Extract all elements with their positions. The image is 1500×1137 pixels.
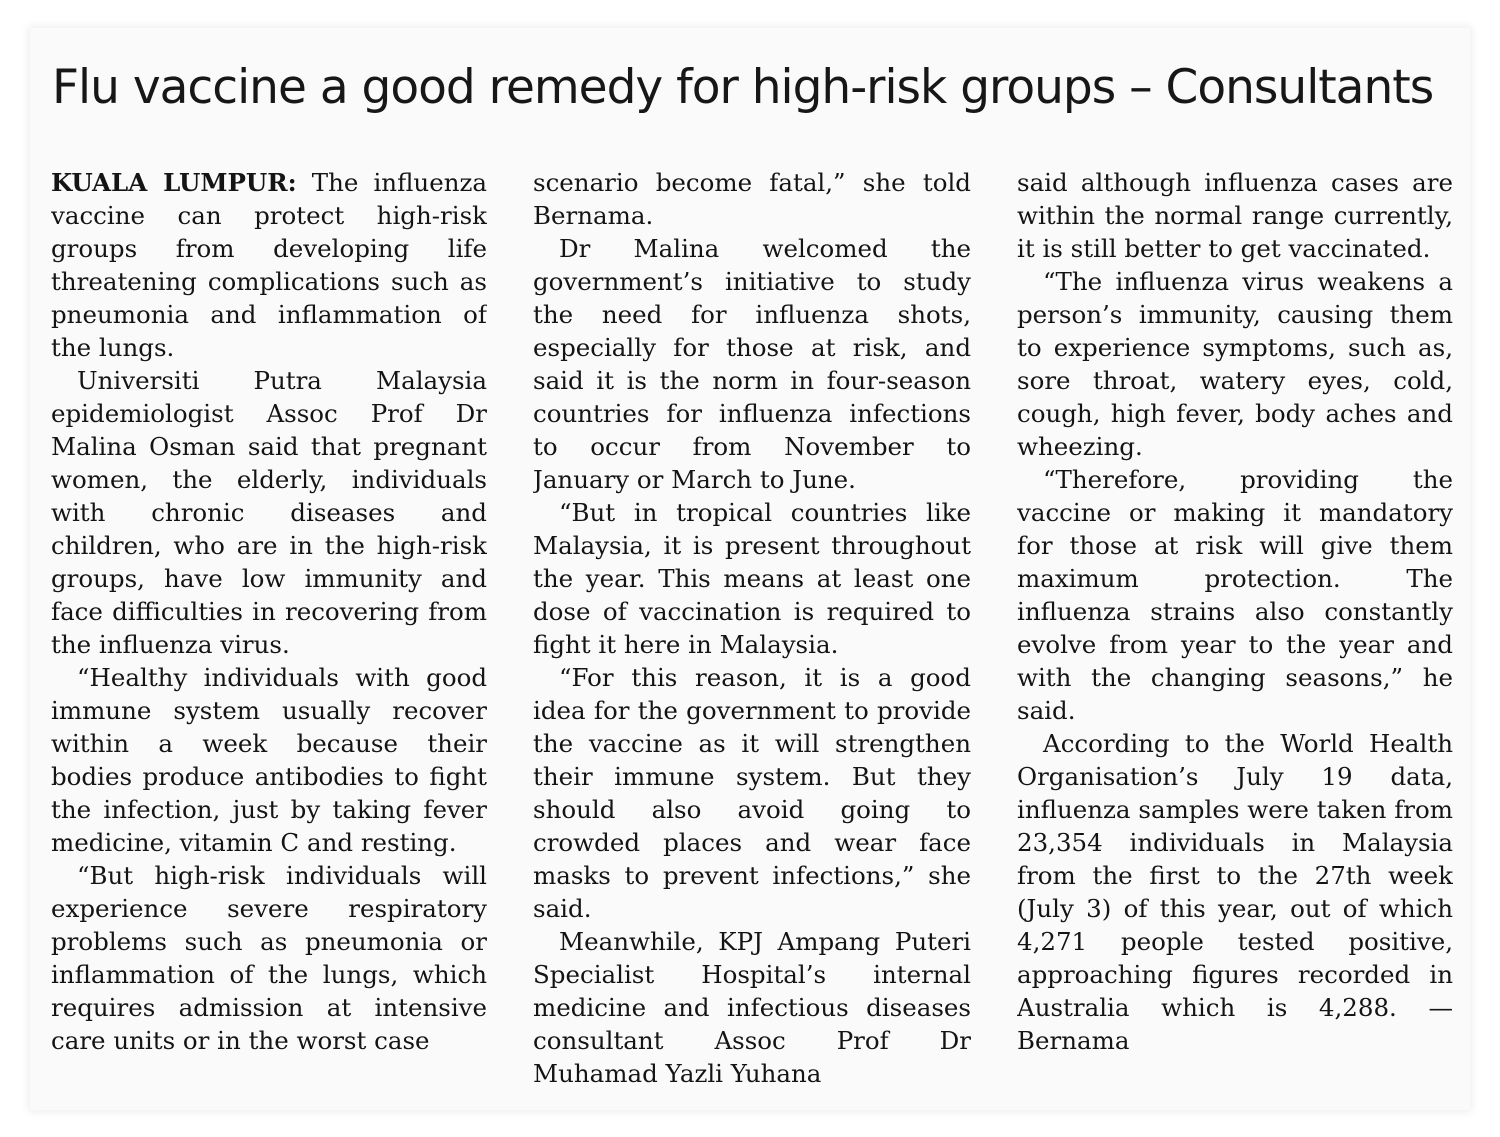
paragraph: According to the World Health Organisation’s July 19 data, influenza samples were taken from 23,354 individuals in Malaysia from the first to the 27th week (July 3) of this year, out of which 4,271 people tested positive, approaching figures recorded in Australia which is 4,288. — Bernama [1017, 729, 1453, 1055]
paragraph: Meanwhile, KPJ Ampang Puteri Specialist Hospital’s internal medicine and infectious diseases consultant Assoc Prof Dr Muhamad Yazli Yuhana [533, 927, 971, 1088]
paragraph: “Therefore, providing the vaccine or making it mandatory for those at risk will give them maximum protection. The influenza strains also constantly evolve from year to the year and with the changing seasons,” he said. [1017, 465, 1453, 725]
paragraph: “The influenza virus weakens a person’s immunity, causing them to experience symptoms, such as, sore throat, watery eyes, cold, cough, high fever, body aches and wheezing. [1017, 267, 1453, 461]
paragraph-continued: scenario become fatal,” she told Bernama. [533, 168, 971, 230]
paragraph: Universiti Putra Malaysia epidemiologist Assoc Prof Dr Malina Osman said that pregnant women, the elderly, individuals with chronic diseases and children, who are in the high-risk groups, have low immunity and face difficulties in recovering from the influenza virus. [51, 366, 487, 659]
dateline: KUALA LUMPUR: [51, 168, 297, 197]
paragraph: “But high-risk individuals will experience severe respiratory problems such as pneumonia or inflammation of the lungs, which requires admission at intensive care units or in the worst case [51, 861, 487, 1055]
paragraph: “But in tropical countries like Malaysia, it is present throughout the year. This means at least one dose of vaccination is required to fight it here in Malaysia. [533, 498, 971, 659]
paragraph: “Healthy individuals with good immune system usually recover within a week because their bodies produce antibodies to fight the infection, just by taking fever medicine, vitamin C and resting. [51, 663, 487, 857]
article-column-2 [533, 166, 971, 1096]
article-column-1 [51, 166, 487, 1096]
headline: Flu vaccine a good remedy for high-risk groups – Consultants [52, 60, 1434, 115]
paragraph-continued: said although influenza cases are within the normal range currently, it is still better to get vaccinated. [1017, 168, 1453, 263]
paragraph: “For this reason, it is a good idea for the government to provide the vaccine as it will strengthen their immune system. But they should also avoid going to crowded places and wear face masks to prevent infections,” she said. [533, 663, 971, 923]
article-column-3 [1017, 166, 1453, 1096]
paragraph: Dr Malina welcomed the government’s initiative to study the need for influenza shots, especially for those at risk, and said it is the norm in four-season countries for influenza infections to occur from November to January or March to June. [533, 234, 971, 494]
paragraph [51, 166, 487, 364]
paragraph-text: The influenza vaccine can protect high-risk groups from developing life threatening complications such as pneumonia and inflammation of the lungs. [51, 168, 487, 362]
